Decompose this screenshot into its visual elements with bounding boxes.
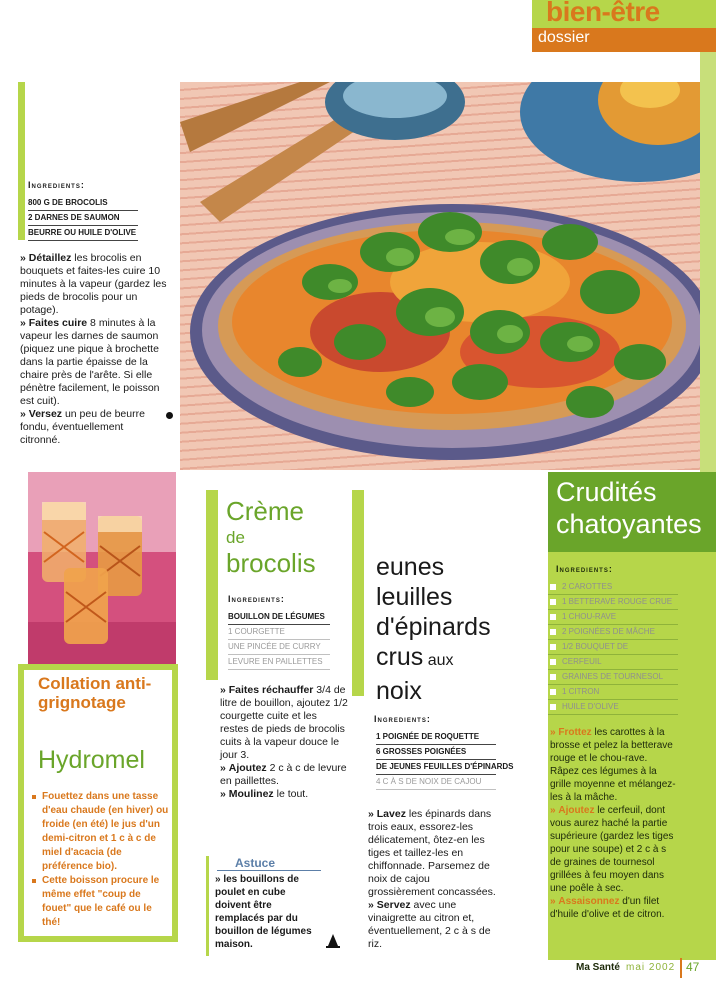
- step-verb: Servez: [376, 899, 411, 911]
- recipe-step: [220, 762, 348, 788]
- astuce-text: » les bouillons de poulet en cube doivent être remplacés par du bouillon de légumes maison.: [215, 874, 312, 950]
- bullet-icon: [32, 879, 36, 883]
- bullet-arrow-icon: »: [550, 896, 556, 907]
- crudites-title-line: chatoyantes: [556, 509, 702, 539]
- recipe-step: [20, 317, 172, 408]
- step-text: d'un filet d'huile d'olive et de citron.: [550, 896, 665, 920]
- collation-item-text: Fouettez dans une tasse d'eau chaude (en hiver) ou froide (en été) le jus d'un demi-citron et 1 c à c de miel d'acacia (de préférence bio).: [42, 791, 169, 872]
- jeunes-title-line: d'épinards: [376, 613, 491, 641]
- jeunes-title-line: eunes: [376, 553, 445, 581]
- step-text: le cerfeuil, dont vous aurez haché la partie supérieure (gardez les tiges pour une soupe) et 2 c à s de graines de tournesol grillées à feu moyen dans une poêle à sec.: [550, 805, 674, 894]
- step-verb: Faites réchauffer: [228, 684, 314, 696]
- collation-subtitle: Hydromel: [38, 746, 145, 774]
- jeunes-accent-bar: [352, 490, 364, 696]
- section-subtitle: dossier: [538, 29, 590, 46]
- section-title: bien-être: [546, 0, 660, 27]
- ingredient-item: DE JEUNES FEUILLES D'ÉPINARDS: [376, 760, 496, 775]
- step-text: 8 minutes à la vapeur les darnes de saumon (piquez une pique à brochette dans la partie épaisse de la chaire près de l'arête. Si elle pénètre facilement, le poisson est cuit).: [20, 317, 160, 407]
- ingredient-item: HUILE D'OLIVE: [548, 700, 678, 715]
- bullet-arrow-icon: »: [20, 317, 26, 329]
- ingredient-item: GRAINES DE TOURNESOL: [548, 670, 678, 685]
- step-text: les carottes à la brosse et pelez la betterave rouge et le chou-rave. Râpez ces légumes à la grille moyenne et mélangez-les à la mâche.: [550, 727, 676, 803]
- step-verb: Moulinez: [228, 788, 274, 800]
- glasses-illustration: [28, 472, 176, 664]
- crudites-steps: [550, 726, 678, 921]
- ingredient-item: 1 COURGETTE: [228, 625, 330, 640]
- recipe-step: [220, 788, 348, 801]
- creme-title-line3: brocolis: [226, 548, 316, 578]
- right-edge-band: [700, 52, 716, 472]
- left-recipe-accent-bar: [18, 82, 25, 240]
- ingredient-item: 800 G DE BROCOLIS: [28, 196, 138, 211]
- ingredient-item: LEVURE EN PAILLETTES: [228, 655, 330, 670]
- step-verb: Détaillez: [28, 252, 72, 264]
- ingredient-item: 1/2 BOUQUET DE: [548, 640, 678, 655]
- jeunes-title-top-area: [366, 496, 488, 554]
- crudites-title-line: Crudités: [556, 477, 657, 507]
- ingredient-item: 2 POIGNÉES DE MÂCHE: [548, 625, 678, 640]
- jeunes-title: [376, 552, 491, 706]
- ingredient-item: 2 DARNES DE SAUMON: [28, 211, 138, 226]
- bullet-arrow-icon: »: [20, 252, 26, 264]
- creme-title-line1: Crème: [226, 496, 305, 526]
- crudites-title: [556, 476, 702, 540]
- bullet-arrow-icon: »: [550, 727, 556, 738]
- ingredient-item: BEURRE OU HUILE D'OLIVE: [28, 226, 138, 241]
- step-text: 2 c à c de levure en paillettes.: [220, 762, 347, 787]
- footer-magazine: Ma Santé: [576, 962, 620, 973]
- footer-date: mai 2002: [626, 962, 676, 973]
- bullet-icon: [32, 795, 36, 799]
- end-mark-icon: [326, 932, 340, 948]
- ingredient-item: 1 CHOU-RAVE: [548, 610, 678, 625]
- step-verb: Faites cuire: [28, 317, 88, 329]
- page-number: 47: [686, 960, 700, 974]
- ingredient-item: 1 POIGNÉE DE ROQUETTE: [376, 730, 496, 745]
- salad-illustration: [180, 82, 700, 470]
- step-verb: Frottez: [558, 727, 592, 738]
- left-recipe-steps: [20, 252, 172, 447]
- creme-title-line2: de: [226, 528, 245, 547]
- creme-ingredients-list: [228, 610, 330, 670]
- creme-accent-bar: [206, 490, 218, 680]
- bullet-arrow-icon: »: [220, 684, 226, 696]
- step-verb: Ajoutez: [228, 762, 267, 774]
- recipe-step: [220, 684, 348, 762]
- ingredient-item: 6 GROSSES POIGNÉES: [376, 745, 496, 760]
- ingredient-item: BOUILLON DE LÉGUMES: [228, 610, 330, 625]
- astuce-title: Astuce: [235, 856, 276, 870]
- footer-divider: [680, 958, 682, 978]
- bullet-arrow-icon: »: [550, 805, 556, 816]
- recipe-step: [368, 808, 496, 899]
- ingredient-item: 1 BETTERAVE ROUGE CRUE: [548, 595, 678, 610]
- jeunes-title-line: noix: [376, 677, 422, 705]
- jeunes-steps: [368, 808, 496, 951]
- jeunes-title-line: crus aux: [376, 643, 454, 671]
- left-ingredients-list: [28, 196, 138, 241]
- recipe-step: [368, 899, 496, 951]
- left-ingredients-heading: Ingredients:: [28, 180, 85, 190]
- step-verb: Versez: [28, 408, 63, 420]
- end-mark-dot: [166, 412, 173, 419]
- collation-list: [32, 790, 170, 930]
- collation-title: Collation anti-grignotage: [38, 674, 152, 712]
- recipe-step: [550, 726, 678, 804]
- step-text: un peu de beurre fondu, éventuellement citronné.: [20, 408, 145, 446]
- creme-steps: [220, 684, 348, 801]
- jeunes-ingredients-list: [376, 730, 514, 790]
- step-text: les brocolis en bouquets et faites-les cuire 10 minutes à la vapeur (gardez les pieds de brocolis pour un potage).: [20, 252, 167, 316]
- hydromel-glasses-photo: [28, 472, 176, 664]
- step-verb: Ajoutez: [558, 805, 595, 816]
- astuce-box: [206, 856, 321, 956]
- collation-item: [32, 874, 170, 930]
- step-verb: Lavez: [376, 808, 406, 820]
- recipe-step: [550, 895, 678, 921]
- crudites-ingredients-list: [548, 580, 678, 715]
- recipe-step: [550, 804, 678, 895]
- ingredient-item: 2 CAROTTES: [548, 580, 678, 595]
- ingredient-item: UNE PINCÉE DE CURRY: [228, 640, 330, 655]
- jeunes-ingredients-heading: Ingredients:: [374, 714, 431, 724]
- ingredient-item: CERFEUIL: [548, 655, 678, 670]
- collation-box: [18, 664, 178, 942]
- crudites-ingredients-heading: Ingredients:: [556, 564, 613, 574]
- step-text: 3/4 de litre de bouillon, ajoutez 1/2 courgette cuite et les restes de pieds de brocolis cuits à la vapeur douce le jour 3.: [220, 684, 348, 761]
- step-verb: Assaisonnez: [558, 896, 620, 907]
- bullet-arrow-icon: »: [368, 899, 374, 911]
- bullet-arrow-icon: »: [215, 874, 221, 885]
- collation-item: [32, 790, 170, 874]
- recipe-step: [20, 252, 172, 317]
- bullet-arrow-icon: »: [368, 808, 374, 820]
- bullet-arrow-icon: »: [220, 788, 226, 800]
- salad-photo: [180, 82, 700, 470]
- recipe-step: [20, 408, 150, 447]
- step-text: le tout.: [273, 788, 309, 800]
- ingredient-item: 4 C À S DE NOIX DE CAJOU: [376, 775, 496, 790]
- bullet-arrow-icon: »: [20, 408, 26, 420]
- bullet-arrow-icon: »: [220, 762, 226, 774]
- jeunes-title-line: leuilles: [376, 583, 453, 611]
- step-text: les épinards dans trois eaux, essorez-les délicatement, ôtez-en les tiges et taillez-les en chiffonnade. Parsemez de noix de cajou grossièrement concassées.: [368, 808, 496, 898]
- step-text: avec une vinaigrette au citron et, éventuellement, 2 c à s de riz.: [368, 899, 491, 950]
- collation-item-text: Cette boisson procure le même effet "coup de fouet" que le café ou le thé!: [42, 875, 160, 928]
- ingredient-item: 1 CITRON: [548, 685, 678, 700]
- creme-ingredients-heading: Ingredients:: [228, 594, 285, 604]
